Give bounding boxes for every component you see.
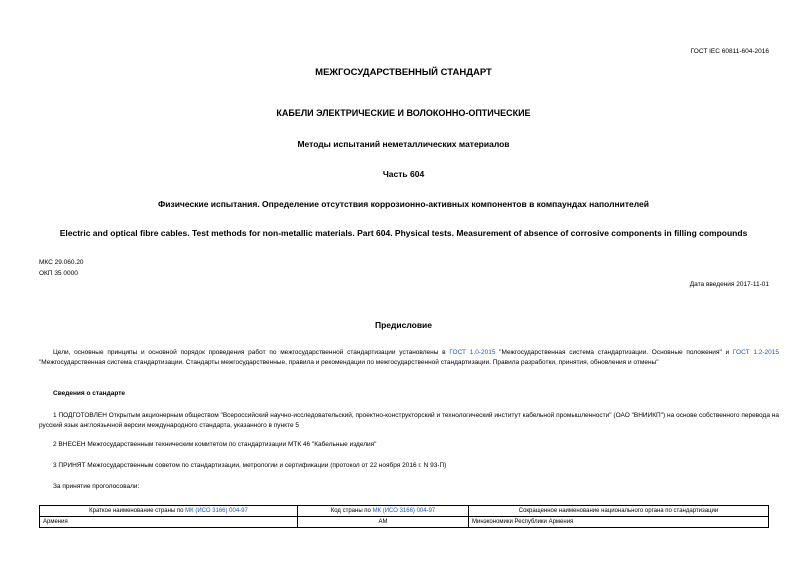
mk-iso-link[interactable]: МК (ИСО 3166) 004-97 <box>185 508 248 514</box>
title-subtitle: Физические испытания. Определение отсутствия коррозионно-активных компонентов в компаундах наполнителей <box>158 199 649 209</box>
okp-code: ОКП 35 0000 <box>39 270 78 277</box>
table-row <box>40 517 769 528</box>
mks-code: МКС 29.060.20 <box>39 259 84 266</box>
cell-national-body: Минэкономики Республики Армения <box>469 517 769 528</box>
countries-table <box>39 505 769 528</box>
mk-iso-link[interactable]: МК (ИСО 3166) 004-97 <box>372 508 436 514</box>
intro-date: Дата введения 2017-11-01 <box>689 281 769 288</box>
title-methods: Методы испытаний неметаллических материалов <box>297 139 510 149</box>
table-header-row <box>40 506 769 517</box>
document-code: ГОСТ IEC 60811-604-2016 <box>690 48 769 55</box>
item-voted: За принятие проголосовали: <box>53 483 140 490</box>
foreword-text-a: Цели, основные принципы и основной порядок проведения работ по межгосударственной стандартизации установлены в <box>53 349 450 356</box>
header-country-code: Код страны по МК (ИСО 3166) 004-97 <box>298 506 469 517</box>
item-submitted: 2 ВНЕСЕН Межгосударственным техническим комитетом по стандартизации МТК 46 "Кабельные изделия" <box>53 441 377 448</box>
item-adopted: 3 ПРИНЯТ Межгосударственным советом по стандартизации, метрологии и сертификации (протокол от 22 ноября 2016 г. N 93-П) <box>53 462 447 469</box>
foreword-paragraph <box>39 348 779 368</box>
standard-heading: МЕЖГОСУДАРСТВЕННЫЙ СТАНДАРТ <box>315 67 492 78</box>
foreword-title: Предисловие <box>374 320 433 330</box>
title-main: КАБЕЛИ ЭЛЕКТРИЧЕСКИЕ И ВОЛОКОННО-ОПТИЧЕСКИЕ <box>276 108 531 118</box>
foreword-text-b: "Межгосударственная система стандартизации. Основные положения" и <box>495 349 733 356</box>
gost-1-2-link[interactable]: ГОСТ 1.2-2015 <box>732 349 779 356</box>
gost-1-0-link[interactable]: ГОСТ 1.0-2015 <box>449 349 496 356</box>
cell-code: AM <box>298 517 469 528</box>
item-prepared: 1 ПОДГОТОВЛЕН Открытым акционерным обществом "Всероссийский научно-исследовательский, проектно-конструкторский и технологический институт кабельной промышленности" (ОАО "ВНИИКП") на основе собственного перевода на русский язык англоязычной версии международного стандарта, указанного в пункте 5 <box>39 412 779 429</box>
title-part: Часть 604 <box>382 169 425 179</box>
standard-info-title: Сведения о стандарте <box>53 390 126 397</box>
header-national-body: Сокращенное наименование национального органа по стандартизации <box>469 506 769 517</box>
header-country-name: Краткое наименование страны по МК (ИСО 3166) 004-97 <box>40 506 298 517</box>
cell-country: Армения <box>40 517 298 528</box>
title-english: Electric and optical fibre cables. Test methods for non-metallic materials. Part 604. Physical tests. Measurement of absence of corrosive components in filling compounds <box>59 228 748 238</box>
foreword-text-c: "Межгосударственная система стандартизации. Стандарты межгосударственные, правила и рекомендации по межгосударственной стандартизации. Правила разработки, принятия, обновления и отмены" <box>39 359 659 366</box>
